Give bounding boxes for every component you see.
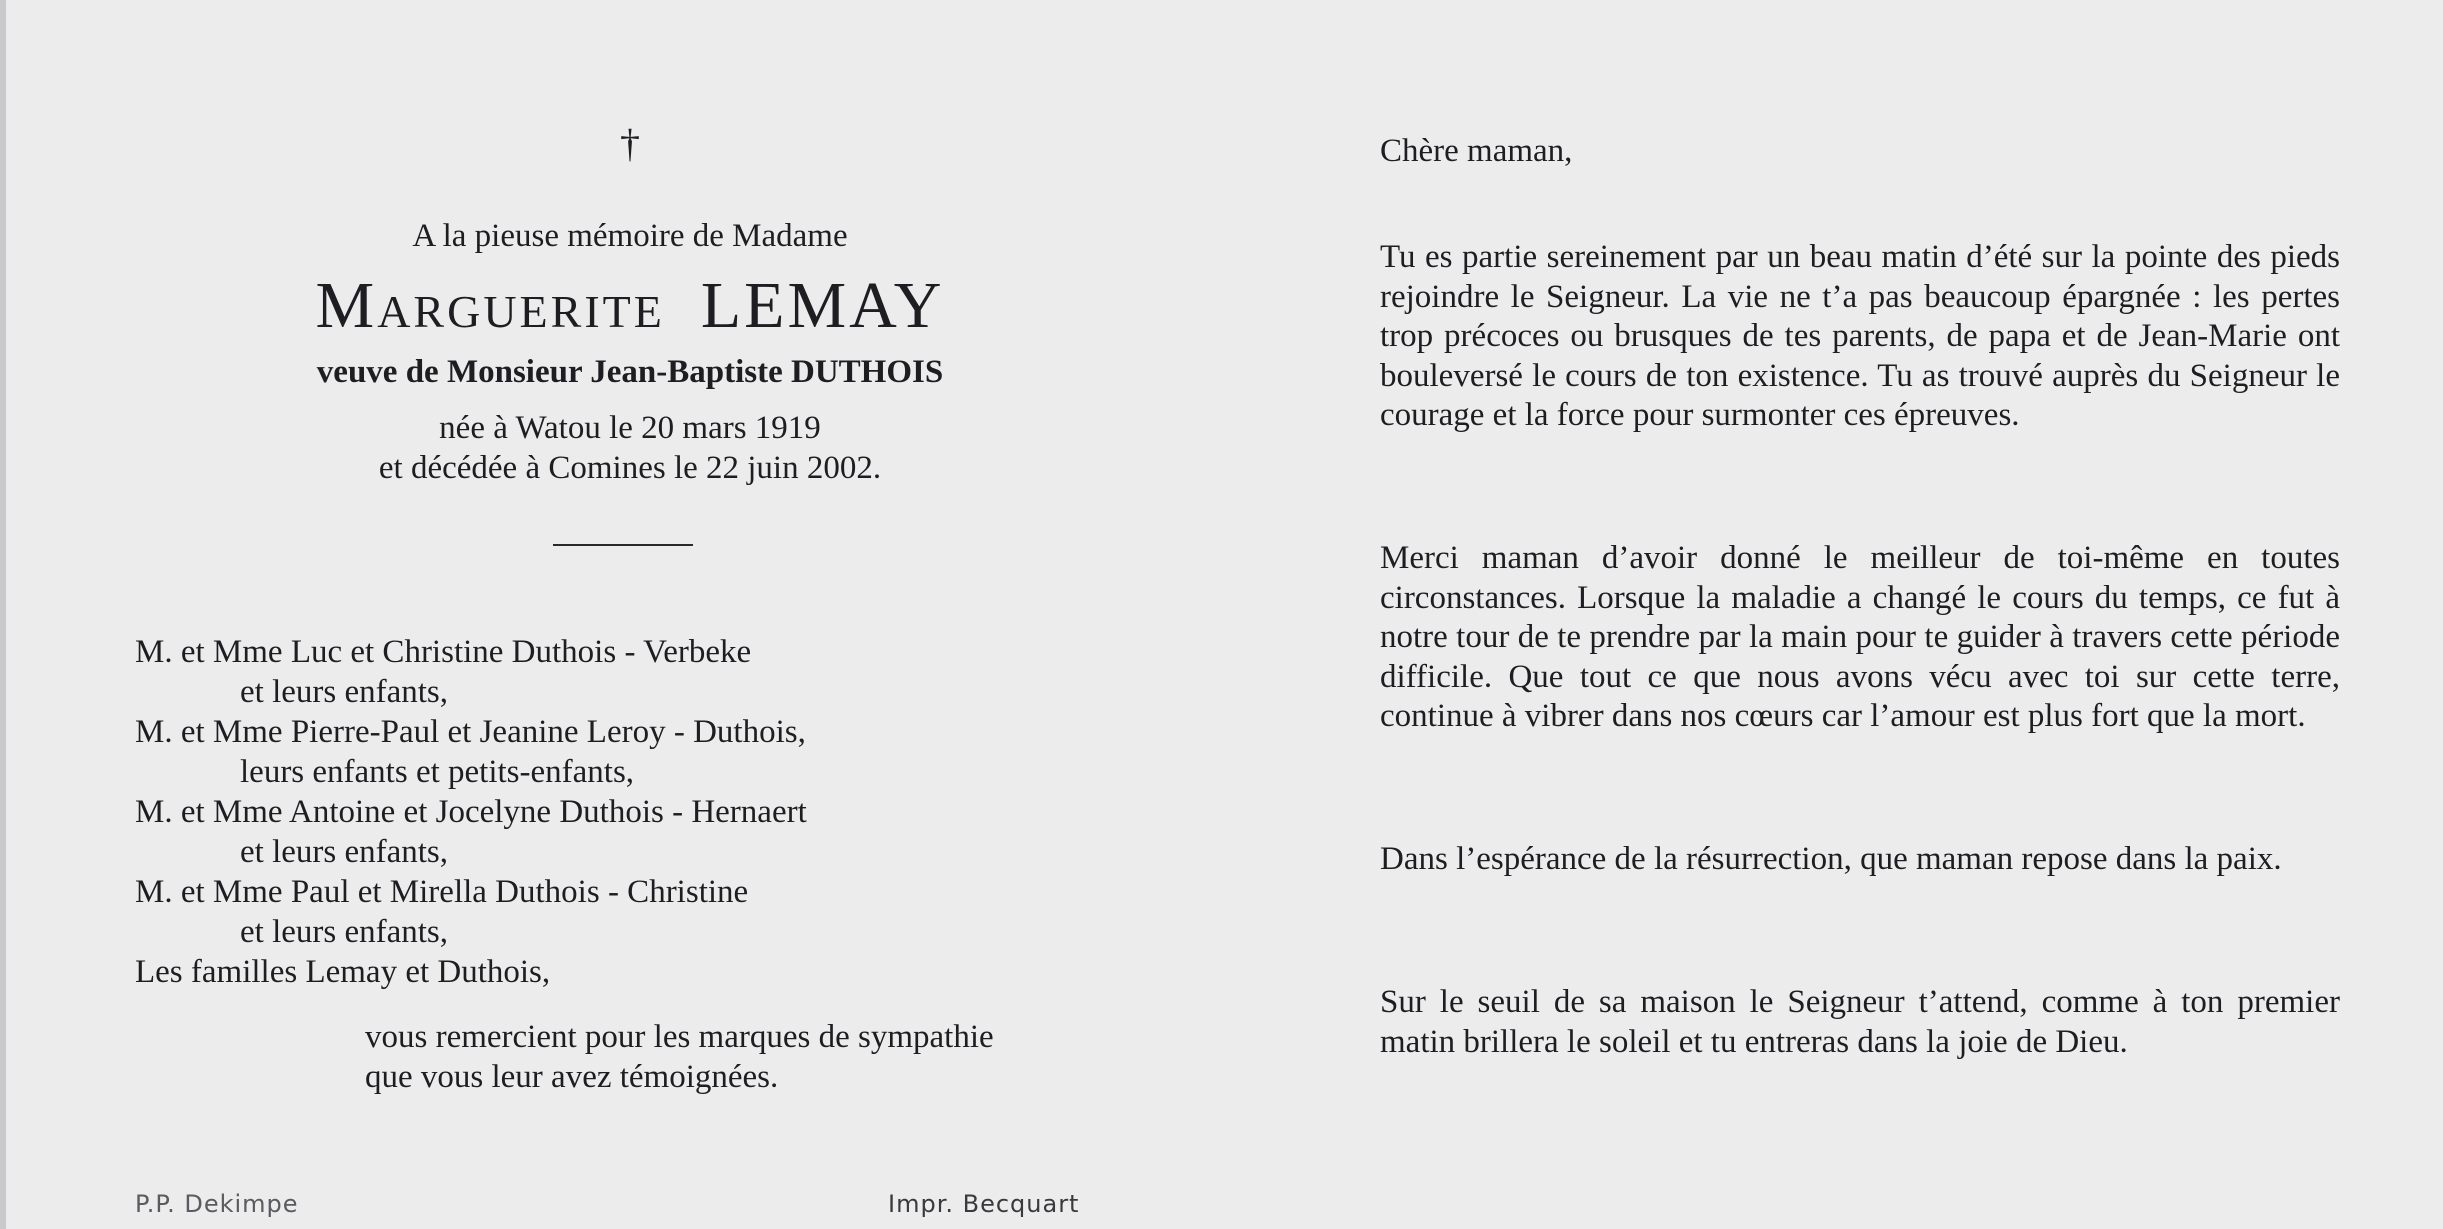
- family-line: Les familles Lemay et Duthois,: [135, 954, 551, 990]
- thanks-line: que vous leur avez témoignées.: [365, 1059, 779, 1095]
- divider: [553, 544, 693, 546]
- widow-of: veuve de Monsieur Jean-Baptiste DUTHOIS: [316, 354, 944, 390]
- left-panel: [120, 0, 1240, 1229]
- family-line: M. et Mme Pierre-Paul et Jeanine Leroy - Duthois,: [135, 714, 806, 750]
- paragraph: Merci maman d’avoir donné le meilleur de toi-même en toutes circonstances. Lorsque la maladie a changé le cours du temps, ce fut à notre tour de te prendre par la main pour te guider à travers cette période difficile. Que tout ce que nous avons vécu avec toi sur cette terre, continue à vibrer dans nos cœurs car l’amour est plus fort que la mort.: [1380, 540, 2340, 735]
- paragraph: Dans l’espérance de la résurrection, que maman repose dans la paix.: [1380, 841, 2282, 877]
- family-line: M. et Mme Luc et Christine Duthois - Verbeke: [135, 634, 752, 670]
- intro-text: A la pieuse mémoire de Madame: [412, 218, 848, 254]
- death-line: et décédée à Comines le 22 juin 2002.: [378, 450, 882, 486]
- surname: LEMAY: [700, 269, 945, 342]
- card-edge: [0, 0, 6, 1229]
- family-line: M. et Mme Antoine et Jocelyne Duthois - Hernaert: [135, 794, 807, 830]
- pp-credit: P.P. Dekimpe: [135, 1190, 299, 1218]
- deceased-name: [120, 268, 1140, 344]
- birth-line: née à Watou le 20 mars 1919: [439, 410, 821, 446]
- thanks-text: [365, 1017, 1245, 1097]
- thanks-line: vous remercient pour les marques de sympathie: [365, 1019, 994, 1055]
- printer-credit: Impr. Becquart: [888, 1190, 1080, 1218]
- family-list: [135, 632, 1235, 992]
- family-line: et leurs enfants,: [240, 674, 449, 710]
- cross-symbol: †: [620, 121, 640, 166]
- family-line: et leurs enfants,: [240, 834, 449, 870]
- family-line: M. et Mme Paul et Mirella Duthois - Christine: [135, 874, 749, 910]
- family-line: leurs enfants et petits-enfants,: [240, 754, 635, 790]
- first-name: Marguerite: [315, 269, 665, 342]
- paragraph: Sur le seuil de sa maison le Seigneur t’attend, comme à ton premier matin brillera le soleil et tu entreras dans la joie de Dieu.: [1380, 984, 2340, 1060]
- family-line: et leurs enfants,: [240, 914, 449, 950]
- greeting: Chère maman,: [1380, 133, 1573, 169]
- right-panel: [1380, 0, 2340, 1229]
- paragraph: Tu es partie sereinement par un beau matin d’été sur la pointe des pieds rejoindre le Seigneur. La vie ne t’a pas beaucoup épargnée : les pertes trop précoces ou brusques de tes parents, de papa et de Jean-Marie ont bouleversé le cours de ton existence. Tu as trouvé auprès du Seigneur le courage et la force pour surmonter ces épreuves.: [1380, 239, 2340, 434]
